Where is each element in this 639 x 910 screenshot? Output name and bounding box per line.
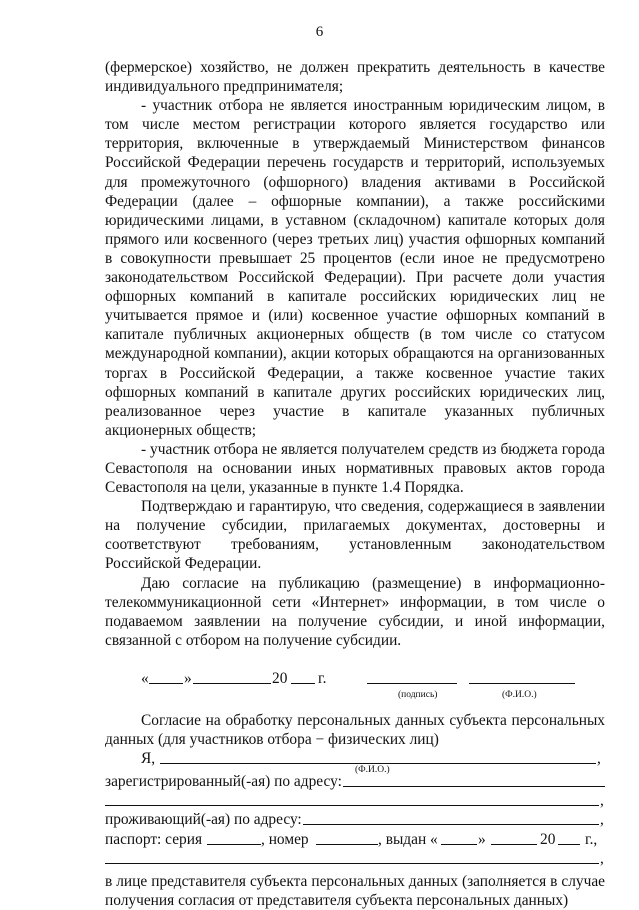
caption-name: (Ф.И.О.) (502, 689, 537, 700)
paragraph-confirm: Подтверждаю и гарантирую, что сведения, содержащиеся в заявлении на получение субсидии, прилагаемых документах, достоверны и соответствуют требованиям, установленным законодательством Российской Федерации. (105, 498, 605, 573)
page-number: 6 (315, 24, 324, 40)
residing-address-field[interactable] (303, 810, 599, 825)
year-suffix: г. (318, 669, 327, 687)
representative-paragraph: в лице представителя субъекта персональных данных (заполняется в случае получения согласия от представителя субъекта персональных данных) (105, 872, 605, 909)
passport-series-label: паспорт: серия (105, 830, 203, 848)
signature-field[interactable] (367, 669, 457, 684)
passport-series-field[interactable] (207, 830, 261, 845)
passport-number-field[interactable] (316, 830, 378, 845)
passport-close-quote: » (478, 830, 486, 848)
year-field[interactable] (291, 669, 315, 684)
registered-label: зарегистрированный(-ая) по адресу: (105, 773, 342, 791)
passport-year-suffix: г., (585, 830, 598, 848)
passport-issuer-comma: , (600, 849, 604, 867)
day-field[interactable] (149, 669, 183, 684)
passport-year-prefix: 20 (540, 830, 556, 848)
residing-line (105, 810, 605, 829)
passport-issued-month-field[interactable] (491, 830, 537, 845)
passport-line (105, 830, 605, 849)
signature-line (105, 669, 605, 700)
consent-name-line (105, 749, 605, 776)
registered-address-field-2[interactable] (105, 791, 599, 806)
consent-caption-name: (Ф.И.О.) (355, 765, 390, 776)
consent-ya: Я, (141, 750, 156, 768)
paragraph-publish-consent: Даю согласие на публикацию (размещение) в информационно-телекоммуникационной сети «Интернет» информации, в том числе о подаваемом заявлении на получение субсидии, и иной информации, связанной с отбором на получение субсидии. (105, 574, 605, 649)
consent-title: Согласие на обработку персональных данных субъекта персональных данных (для участников отбора − физических лиц) (105, 712, 605, 749)
passport-issuer-field[interactable] (105, 849, 599, 864)
date-close-quote: » (184, 669, 192, 687)
passport-issuer-line (105, 849, 605, 868)
passport-issued-day-field[interactable] (441, 830, 477, 845)
consent-name-comma: , (597, 750, 601, 768)
registered-address-field[interactable] (343, 772, 605, 787)
passport-issued-year-field[interactable] (558, 830, 580, 845)
registered-comma: , (600, 792, 604, 810)
registered-line (105, 772, 605, 791)
paragraph-farm: (фермерское) хозяйство, не должен прекратить деятельность в качестве индивидуального предпринимателя; (105, 59, 605, 96)
signature-name-field[interactable] (469, 669, 575, 684)
passport-issued-label: , выдан « (378, 830, 438, 848)
registered-line-2 (105, 791, 605, 810)
passport-number-label: , номер (261, 830, 309, 848)
month-field[interactable] (193, 669, 271, 684)
date-open-quote: « (141, 669, 149, 687)
residing-label: проживающий(-ая) по адресу: (105, 811, 302, 829)
year-prefix: 20 (272, 669, 288, 687)
paragraph-budget: - участник отбора не является получателем средств из бюджета города Севастополя на основании иных нормативных правовых актов города Севастополя на цели, указанные в пункте 1.4 Порядка. (105, 440, 605, 497)
document-body (105, 58, 605, 910)
residing-comma: , (600, 811, 604, 829)
paragraph-offshore: - участник отбора не является иностранным юридическим лицом, в том числе местом регистрации которого является государство или территория, включенные в утверждаемый Министерством финансов Российской Федерации перечень государств и территорий, используемых для промежуточного (офшорного) владения активами в Российской Федерации (далее – офшорные компании), а также российскими юридическими лицами, в уставном (складочном) капитале которых доля прямого или косвенного (через третьих лиц) участия офшорных компаний в совокупности превышает 25 процентов (если иное не предусмотрено законодательством Российской Федерации). При расчете доли участия офшорных компаний в капитале российских юридических лиц не учитывается прямое и (или) косвенное участие офшорных компаний в капитале публичных акционерных обществ (в том числе со статусом международной компании), акции которых обращаются на организованных торгах в Российской Федерации, а также косвенное участие таких офшорных компаний в капитале других российских юридических лиц, реализованное через участие в капитале указанных публичных акционерных обществ; (105, 97, 605, 439)
consent-name-field[interactable] (160, 749, 596, 764)
caption-signature: (подпись) (398, 689, 438, 700)
